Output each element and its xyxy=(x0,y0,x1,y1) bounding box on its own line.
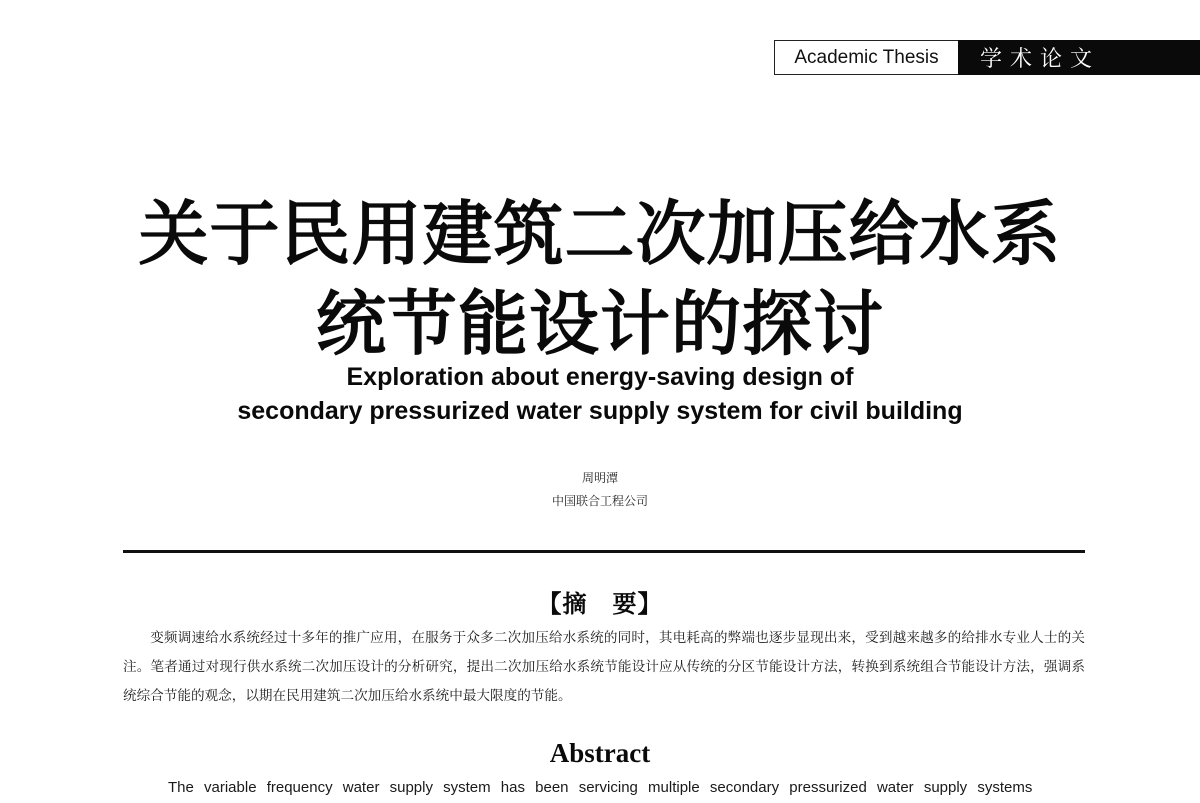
abstract-en-heading: Abstract xyxy=(549,738,651,768)
section-label-cn: 学术论文 xyxy=(958,40,1200,75)
abstract-cn-body: 变频调速给水系统经过十多年的推广应用，在服务于众多二次加压给水系统的同时，其电耗高的弊端也逐步显现出来，受到越来越多的给排水专业人士的关注。笔者通过对现行供水系统二次加压设计的分析研究，提出二次加压给水系统节能设计应从传统的分区节能设计方法，转换到系统组合节能设计方法，强调系统综合节能的观念，以期在民用建筑二次加压给水系统中最大限度的节能。 xyxy=(123,630,1085,704)
abstract-cn-heading: 【摘 要】 xyxy=(537,589,663,618)
author-name: 周明潭 xyxy=(581,471,618,485)
title-en-line2: secondary pressurized water supply system for civil building xyxy=(237,397,963,425)
abstract-en-body: The variable frequency water supply system has been servicing multiple secondary pressurized water supply systems xyxy=(168,779,1033,796)
section-banner xyxy=(774,40,1200,75)
title-cn-line1: 关于民用建筑二次加压给水系 xyxy=(138,193,1062,275)
title-cn-line2: 统节能设计的探讨 xyxy=(316,283,884,365)
section-label-en: Academic Thesis xyxy=(774,40,958,75)
title-en-line1: Exploration about energy-saving design of xyxy=(346,363,854,391)
author-affiliation: 中国联合工程公司 xyxy=(551,494,648,508)
divider-rule xyxy=(123,550,1085,553)
